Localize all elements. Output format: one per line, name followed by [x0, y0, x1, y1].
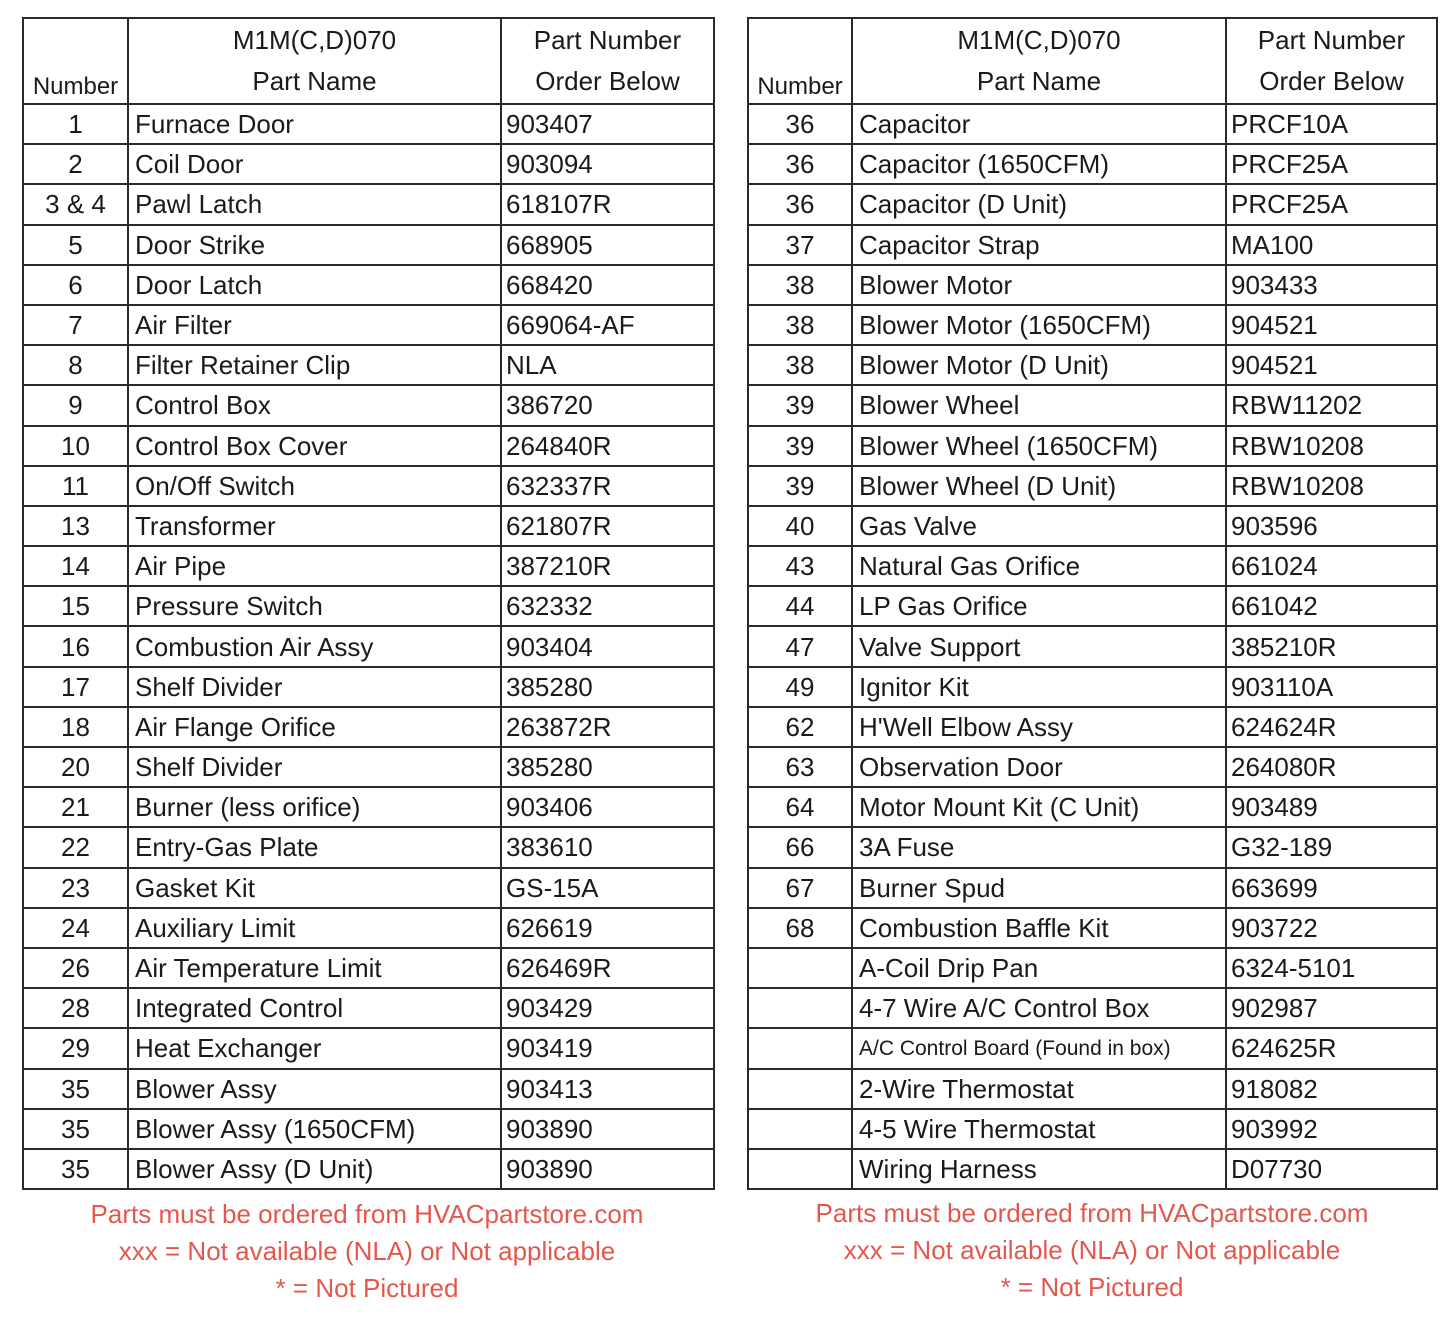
part-ref-number: 20 [23, 747, 128, 787]
part-name: Blower Wheel (D Unit) [852, 466, 1226, 506]
part-ref-number: 37 [748, 225, 852, 265]
part-number: 903992 [1226, 1109, 1437, 1149]
part-number: 621807R [501, 506, 714, 546]
header-model: M1M(C,D)070 [957, 25, 1121, 55]
part-name: A-Coil Drip Pan [852, 948, 1226, 988]
part-number: 903890 [501, 1109, 714, 1149]
table-row [748, 908, 1437, 948]
availability-note: xxx = Not available (NLA) or Not applicable [118, 1236, 616, 1266]
part-name: H'Well Elbow Assy [852, 707, 1226, 747]
part-name: Valve Support [852, 626, 1226, 666]
table-row [23, 586, 714, 626]
part-number: NLA [501, 345, 714, 385]
part-ref-number: 36 [748, 144, 852, 184]
part-name: Filter Retainer Clip [128, 345, 501, 385]
part-number: 903433 [1226, 265, 1437, 305]
part-number: 903429 [501, 988, 714, 1028]
table-row [23, 506, 714, 546]
part-ref-number: 15 [23, 586, 128, 626]
table-row [748, 184, 1437, 224]
part-number: 903596 [1226, 506, 1437, 546]
part-name: 2-Wire Thermostat [852, 1069, 1226, 1109]
table-row [748, 827, 1437, 867]
header-part-number [1226, 18, 1437, 104]
part-number: 385280 [501, 667, 714, 707]
part-number: 385280 [501, 747, 714, 787]
part-ref-number: 11 [23, 466, 128, 506]
not-pictured-note: * = Not Pictured [1000, 1272, 1184, 1302]
table-row [23, 827, 714, 867]
table-row [23, 948, 714, 988]
order-note: Parts must be ordered from HVACpartstore.com [90, 1199, 644, 1229]
header-part-name [128, 18, 501, 104]
part-number: 386720 [501, 385, 714, 425]
part-name: Control Box Cover [128, 426, 501, 466]
part-name: Capacitor (D Unit) [852, 184, 1226, 224]
table-row [23, 546, 714, 586]
table-row [748, 144, 1437, 184]
part-number: 903419 [501, 1028, 714, 1068]
part-ref-number: 39 [748, 466, 852, 506]
header-order-below-label: Order Below [1259, 66, 1404, 96]
header-number: Number [748, 18, 852, 104]
part-name: Door Strike [128, 225, 501, 265]
part-name: Shelf Divider [128, 667, 501, 707]
left-parts-panel [22, 17, 715, 1190]
part-ref-number: 23 [23, 868, 128, 908]
part-ref-number: 38 [748, 305, 852, 345]
table-row [748, 1109, 1437, 1149]
part-number: 903406 [501, 787, 714, 827]
table-row [23, 868, 714, 908]
part-name: LP Gas Orifice [852, 586, 1226, 626]
part-ref-number: 5 [23, 225, 128, 265]
part-ref-number [748, 1109, 852, 1149]
part-ref-number [748, 1149, 852, 1189]
table-row [23, 1028, 714, 1068]
table-row [23, 144, 714, 184]
right-table-body [748, 104, 1437, 1189]
table-row [748, 305, 1437, 345]
part-number: 903489 [1226, 787, 1437, 827]
part-number: 663699 [1226, 868, 1437, 908]
table-row [748, 626, 1437, 666]
part-name: Door Latch [128, 265, 501, 305]
part-ref-number: 9 [23, 385, 128, 425]
part-number: 668905 [501, 225, 714, 265]
header-part-number-label: Part Number [1257, 25, 1406, 55]
table-row [748, 506, 1437, 546]
part-number: 661024 [1226, 546, 1437, 586]
part-ref-number [748, 1028, 852, 1068]
part-name: Burner Spud [852, 868, 1226, 908]
part-name: Blower Wheel [852, 385, 1226, 425]
part-ref-number: 62 [748, 707, 852, 747]
part-name: Air Flange Orifice [128, 707, 501, 747]
part-ref-number: 35 [23, 1109, 128, 1149]
part-ref-number: 29 [23, 1028, 128, 1068]
table-row [23, 787, 714, 827]
table-row [23, 707, 714, 747]
not-pictured-note: * = Not Pictured [275, 1273, 459, 1303]
table-row [23, 225, 714, 265]
part-number: 624624R [1226, 707, 1437, 747]
right-parts-table [747, 17, 1438, 1190]
table-row [748, 466, 1437, 506]
part-number: 903094 [501, 144, 714, 184]
part-number: 661042 [1226, 586, 1437, 626]
part-number: 903407 [501, 104, 714, 144]
right-order-notes [747, 1195, 1437, 1306]
part-number: 668420 [501, 265, 714, 305]
part-name: Air Filter [128, 305, 501, 345]
part-name: Wiring Harness [852, 1149, 1226, 1189]
part-number: 903110A [1226, 667, 1437, 707]
part-ref-number: 22 [23, 827, 128, 867]
part-number: 264840R [501, 426, 714, 466]
header-number: Number [23, 18, 128, 104]
part-ref-number: 3 & 4 [23, 184, 128, 224]
part-name: Capacitor Strap [852, 225, 1226, 265]
part-number: 626619 [501, 908, 714, 948]
part-number: D07730 [1226, 1149, 1437, 1189]
header-part-name-label: Part Name [976, 66, 1102, 96]
part-name: Pawl Latch [128, 184, 501, 224]
order-note: Parts must be ordered from HVACpartstore.com [815, 1198, 1369, 1228]
part-name: Blower Assy (D Unit) [128, 1149, 501, 1189]
part-name: Coil Door [128, 144, 501, 184]
table-row [748, 948, 1437, 988]
part-name: Transformer [128, 506, 501, 546]
part-name: Gas Valve [852, 506, 1226, 546]
part-ref-number: 39 [748, 426, 852, 466]
part-number: RBW10208 [1226, 426, 1437, 466]
part-number: G32-189 [1226, 827, 1437, 867]
part-ref-number: 16 [23, 626, 128, 666]
table-row [23, 1149, 714, 1189]
part-number: 632332 [501, 586, 714, 626]
part-ref-number: 36 [748, 104, 852, 144]
table-row [23, 305, 714, 345]
part-number: 264080R [1226, 747, 1437, 787]
left-order-notes [22, 1196, 712, 1307]
part-ref-number: 14 [23, 546, 128, 586]
part-ref-number: 10 [23, 426, 128, 466]
part-name: Burner (less orifice) [128, 787, 501, 827]
part-ref-number: 49 [748, 667, 852, 707]
part-number: 385210R [1226, 626, 1437, 666]
table-row [23, 184, 714, 224]
header-part-name-label: Part Name [252, 66, 377, 96]
part-number: 624625R [1226, 1028, 1437, 1068]
table-row [748, 546, 1437, 586]
part-ref-number: 26 [23, 948, 128, 988]
part-ref-number [748, 1069, 852, 1109]
part-number: RBW11202 [1226, 385, 1437, 425]
part-number: 903404 [501, 626, 714, 666]
part-name: Blower Motor [852, 265, 1226, 305]
part-ref-number: 66 [748, 827, 852, 867]
table-row [748, 1149, 1437, 1189]
part-name: Ignitor Kit [852, 667, 1226, 707]
availability-note: xxx = Not available (NLA) or Not applicable [843, 1235, 1341, 1265]
table-row [748, 265, 1437, 305]
part-ref-number: 1 [23, 104, 128, 144]
table-row [748, 426, 1437, 466]
part-name: Furnace Door [128, 104, 501, 144]
part-ref-number: 8 [23, 345, 128, 385]
part-name: Pressure Switch [128, 586, 501, 626]
table-row [748, 104, 1437, 144]
part-name: On/Off Switch [128, 466, 501, 506]
part-number: 387210R [501, 546, 714, 586]
part-ref-number [748, 948, 852, 988]
part-number: GS-15A [501, 868, 714, 908]
table-row [748, 868, 1437, 908]
part-number: 626469R [501, 948, 714, 988]
part-ref-number: 47 [748, 626, 852, 666]
table-header-row [23, 18, 714, 104]
header-order-below-label: Order Below [535, 66, 680, 96]
part-ref-number: 7 [23, 305, 128, 345]
part-name: Blower Motor (1650CFM) [852, 305, 1226, 345]
table-row [748, 586, 1437, 626]
table-row [23, 104, 714, 144]
table-row [23, 908, 714, 948]
part-number: 904521 [1226, 345, 1437, 385]
part-name: Integrated Control [128, 988, 501, 1028]
part-number: 263872R [501, 707, 714, 747]
part-name: Blower Motor (D Unit) [852, 345, 1226, 385]
part-ref-number: 39 [748, 385, 852, 425]
part-ref-number: 63 [748, 747, 852, 787]
part-number: MA100 [1226, 225, 1437, 265]
table-row [748, 225, 1437, 265]
part-name: 4-5 Wire Thermostat [852, 1109, 1226, 1149]
part-number: 618107R [501, 184, 714, 224]
table-row [23, 385, 714, 425]
part-number: 6324-5101 [1226, 948, 1437, 988]
part-name: Shelf Divider [128, 747, 501, 787]
header-model: M1M(C,D)070 [232, 25, 397, 55]
part-ref-number: 38 [748, 265, 852, 305]
header-part-number [501, 18, 714, 104]
table-row [23, 988, 714, 1028]
part-number: 903890 [501, 1149, 714, 1189]
part-name: Natural Gas Orifice [852, 546, 1226, 586]
table-row [23, 1069, 714, 1109]
part-name: Combustion Air Assy [128, 626, 501, 666]
table-row [748, 787, 1437, 827]
header-part-number-label: Part Number [533, 25, 682, 55]
part-number: RBW10208 [1226, 466, 1437, 506]
part-ref-number: 40 [748, 506, 852, 546]
part-ref-number: 64 [748, 787, 852, 827]
part-ref-number: 43 [748, 546, 852, 586]
part-name: Motor Mount Kit (C Unit) [852, 787, 1226, 827]
part-number: PRCF10A [1226, 104, 1437, 144]
part-name: Entry-Gas Plate [128, 827, 501, 867]
part-name: Heat Exchanger [128, 1028, 501, 1068]
table-row [23, 265, 714, 305]
part-name: 3A Fuse [852, 827, 1226, 867]
table-row [748, 385, 1437, 425]
table-row [23, 1109, 714, 1149]
part-name: Gasket Kit [128, 868, 501, 908]
part-ref-number: 24 [23, 908, 128, 948]
table-header-row [748, 18, 1437, 104]
part-number: 383610 [501, 827, 714, 867]
table-row [748, 345, 1437, 385]
part-ref-number: 35 [23, 1149, 128, 1189]
part-name: Blower Wheel (1650CFM) [852, 426, 1226, 466]
part-name: Air Pipe [128, 546, 501, 586]
left-table-body [23, 104, 714, 1189]
part-ref-number: 44 [748, 586, 852, 626]
part-name: A/C Control Board (Found in box) [852, 1028, 1226, 1068]
part-ref-number: 35 [23, 1069, 128, 1109]
part-number: 902987 [1226, 988, 1437, 1028]
table-row [23, 667, 714, 707]
table-row [23, 345, 714, 385]
left-parts-table [22, 17, 715, 1190]
table-row [748, 707, 1437, 747]
part-ref-number: 17 [23, 667, 128, 707]
part-ref-number: 38 [748, 345, 852, 385]
header-part-name [852, 18, 1226, 104]
part-name: Capacitor (1650CFM) [852, 144, 1226, 184]
part-number: 903722 [1226, 908, 1437, 948]
part-ref-number: 21 [23, 787, 128, 827]
table-row [748, 667, 1437, 707]
part-number: 903413 [501, 1069, 714, 1109]
part-ref-number: 6 [23, 265, 128, 305]
part-ref-number [748, 988, 852, 1028]
table-row [748, 747, 1437, 787]
part-number: 904521 [1226, 305, 1437, 345]
part-number: 918082 [1226, 1069, 1437, 1109]
part-number: 632337R [501, 466, 714, 506]
part-ref-number: 36 [748, 184, 852, 224]
part-name: 4-7 Wire A/C Control Box [852, 988, 1226, 1028]
part-number: PRCF25A [1226, 184, 1437, 224]
part-name: Blower Assy [128, 1069, 501, 1109]
part-ref-number: 18 [23, 707, 128, 747]
table-row [23, 466, 714, 506]
table-row [23, 426, 714, 466]
table-row [23, 626, 714, 666]
part-ref-number: 2 [23, 144, 128, 184]
part-name: Capacitor [852, 104, 1226, 144]
part-name: Auxiliary Limit [128, 908, 501, 948]
part-name: Air Temperature Limit [128, 948, 501, 988]
part-number: 669064-AF [501, 305, 714, 345]
part-name: Observation Door [852, 747, 1226, 787]
part-ref-number: 28 [23, 988, 128, 1028]
right-parts-panel [747, 17, 1438, 1190]
part-number: PRCF25A [1226, 144, 1437, 184]
part-name: Blower Assy (1650CFM) [128, 1109, 501, 1149]
part-name: Control Box [128, 385, 501, 425]
part-name: Combustion Baffle Kit [852, 908, 1226, 948]
table-row [748, 988, 1437, 1028]
part-ref-number: 68 [748, 908, 852, 948]
part-ref-number: 67 [748, 868, 852, 908]
part-ref-number: 13 [23, 506, 128, 546]
table-row [748, 1028, 1437, 1068]
table-row [748, 1069, 1437, 1109]
table-row [23, 747, 714, 787]
